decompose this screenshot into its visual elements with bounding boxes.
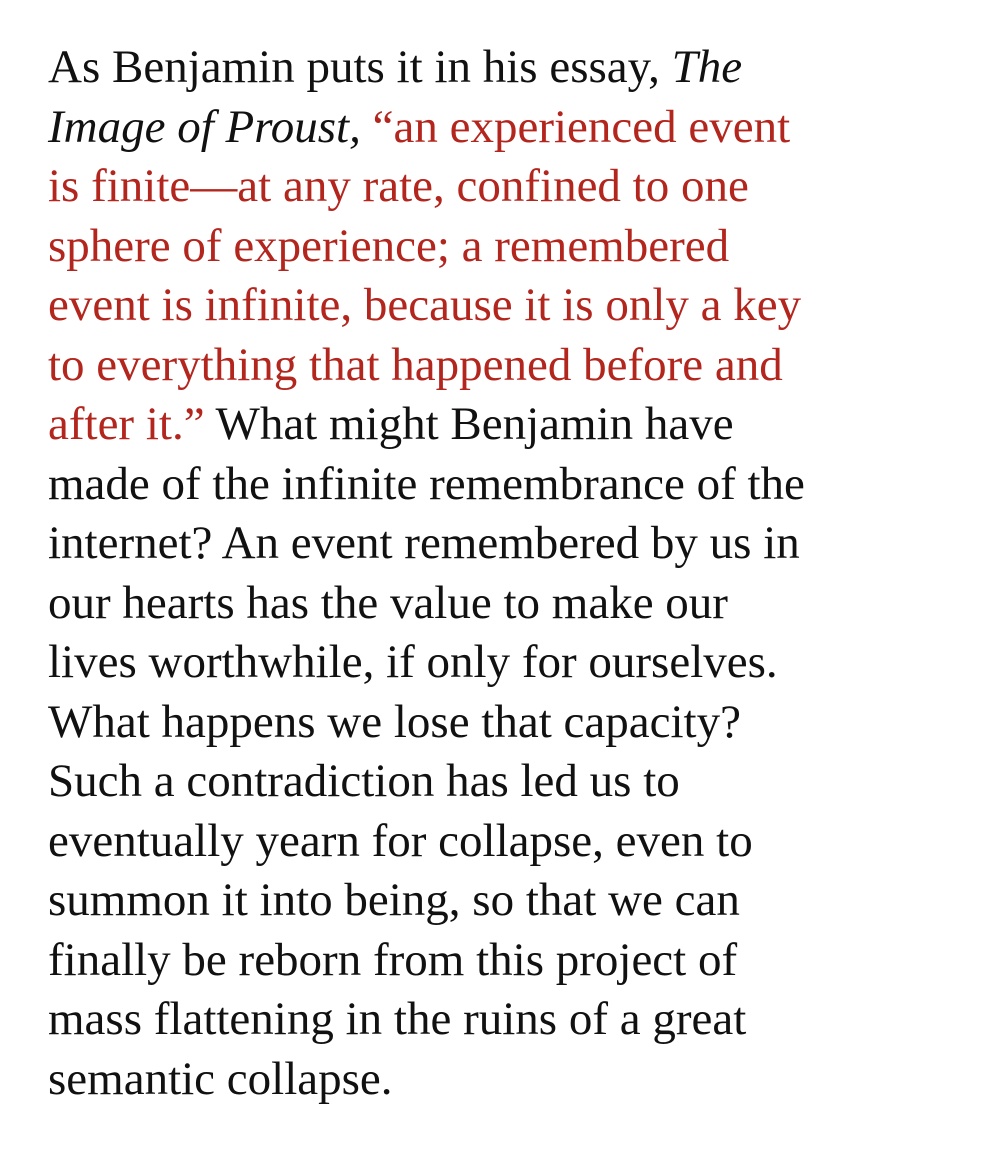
text-line	[48, 812, 988, 872]
text-line	[48, 693, 988, 753]
text-line	[48, 217, 988, 277]
body-text: What happens we lose that capacity?	[48, 695, 741, 748]
quotation-text: is finite—at any rate, confined to one	[48, 160, 749, 212]
text-line	[48, 98, 988, 158]
text-line	[48, 336, 988, 396]
body-text: What might Benjamin have	[204, 398, 734, 450]
quotation-text: event is infinite, because it is only a key	[48, 279, 802, 331]
text-line	[48, 395, 988, 455]
body-text: finally be reborn from this project of	[48, 933, 738, 986]
text-line	[48, 931, 988, 991]
body-text: summon it into being, so that we can	[48, 874, 740, 926]
text-line	[48, 1050, 988, 1110]
body-text: Such a contradiction has led us to	[48, 755, 680, 807]
body-text: mass flattening in the ruins of a great	[48, 993, 747, 1045]
text-line	[48, 574, 988, 634]
body-text: made of the infinite remembrance of the	[48, 457, 805, 510]
text-line	[48, 455, 988, 515]
text-line	[48, 752, 988, 812]
quotation-text: to everything that happened before and	[48, 338, 783, 391]
text-line	[48, 871, 988, 931]
body-text: internet? An event remembered by us in	[48, 517, 800, 569]
body-text	[361, 101, 373, 153]
body-text: semantic collapse.	[48, 1052, 393, 1105]
quotation-text: “an experienced event	[372, 100, 791, 153]
body-text: As Benjamin puts it in his essay,	[48, 41, 672, 93]
body-text: lives worthwhile, if only for ourselves.	[48, 636, 778, 688]
body-text: eventually yearn for collapse, even to	[48, 814, 753, 867]
article-paragraph	[48, 38, 988, 1109]
text-line	[48, 38, 988, 98]
body-text: our hearts has the value to make our	[48, 576, 728, 629]
text-line	[48, 633, 988, 693]
essay-title-text: The	[671, 41, 743, 93]
text-line	[48, 157, 988, 217]
text-line	[48, 276, 988, 336]
text-line	[48, 990, 988, 1050]
essay-title-text: Image of Proust,	[48, 100, 361, 153]
quotation-text: sphere of experience; a remembered	[48, 219, 730, 272]
text-line	[48, 514, 988, 574]
quotation-text: after it.”	[48, 398, 205, 450]
